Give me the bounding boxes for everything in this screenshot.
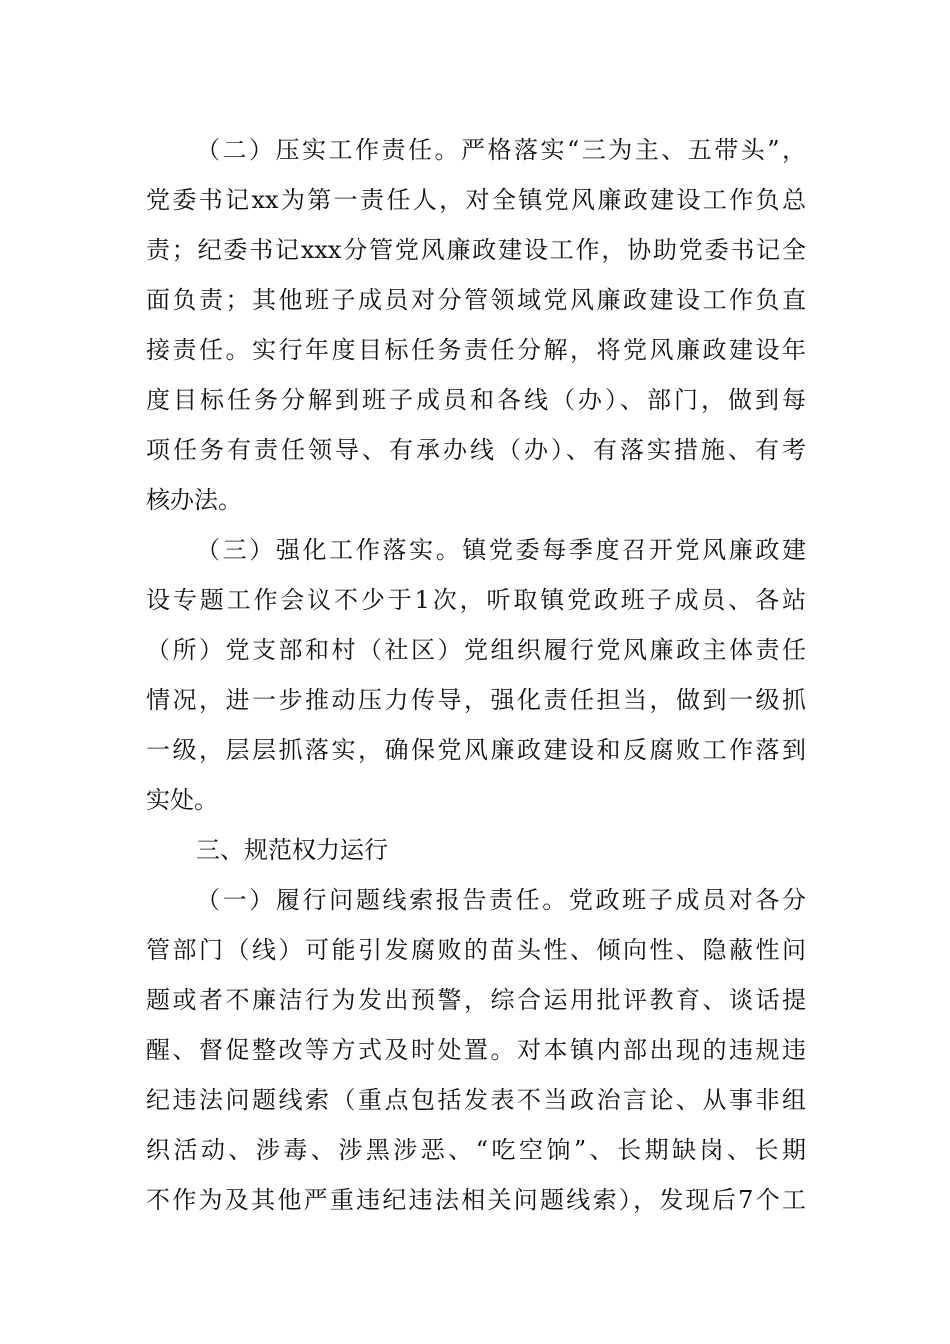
paragraph-3-line-2: 设专题工作会议不少于1次，听取镇党政班子成员、各站 bbox=[146, 586, 806, 614]
paragraph-2-line-3: 责；纪委书记xxx分管党风廉政建设工作，协助党委书记全 bbox=[146, 236, 806, 264]
paragraph-3-line-3: （所）党支部和村（社区）党组织履行党风廉政主体责任 bbox=[146, 636, 806, 664]
paragraph-4-line-6: 织活动、涉毒、涉黑涉恶、“吃空饷”、长期缺岗、长期 bbox=[146, 1136, 806, 1164]
paragraph-2-line-4: 面负责；其他班子成员对分管领域党风廉政建设工作负直 bbox=[146, 286, 806, 314]
paragraph-2-line-7: 项任务有责任领导、有承办线（办）、有落实措施、有考 bbox=[146, 436, 806, 464]
paragraph-3-line-5: 一级，层层抓落实，确保党风廉政建设和反腐败工作落到 bbox=[146, 736, 806, 764]
paragraph-2-line-6: 度目标任务分解到班子成员和各线（办）、部门，做到每 bbox=[146, 386, 806, 414]
paragraph-3-line-6: 实处。 bbox=[146, 786, 218, 814]
paragraph-2-line-2: 党委书记xx为第一责任人，对全镇党风廉政建设工作负总 bbox=[146, 186, 806, 214]
paragraph-4-line-7: 不作为及其他严重违纪违法相关问题线索），发现后7个工 bbox=[146, 1186, 806, 1214]
paragraph-3-line-1: （三）强化工作落实。镇党委每季度召开党风廉政建 bbox=[196, 536, 806, 564]
section-heading: 三、规范权力运行 bbox=[196, 836, 388, 864]
paragraph-2-line-5: 接责任。实行年度目标任务责任分解，将党风廉政建设年 bbox=[146, 336, 806, 364]
paragraph-2-line-8: 核办法。 bbox=[146, 486, 242, 514]
paragraph-4-line-5: 纪违法问题线索（重点包括发表不当政治言论、从事非组 bbox=[146, 1086, 806, 1114]
paragraph-2-line-1: （二）压实工作责任。严格落实“三为主、五带头”， bbox=[196, 136, 806, 164]
paragraph-4-line-3: 题或者不廉洁行为发出预警，综合运用批评教育、谈话提 bbox=[146, 986, 806, 1014]
paragraph-3-line-4: 情况，进一步推动压力传导，强化责任担当，做到一级抓 bbox=[146, 686, 806, 714]
paragraph-4-line-1: （一）履行问题线索报告责任。党政班子成员对各分 bbox=[196, 886, 806, 914]
paragraph-4-line-2: 管部门（线）可能引发腐败的苗头性、倾向性、隐蔽性问 bbox=[146, 936, 806, 964]
paragraph-4-line-4: 醒、督促整改等方式及时处置。对本镇内部出现的违规违 bbox=[146, 1036, 806, 1064]
